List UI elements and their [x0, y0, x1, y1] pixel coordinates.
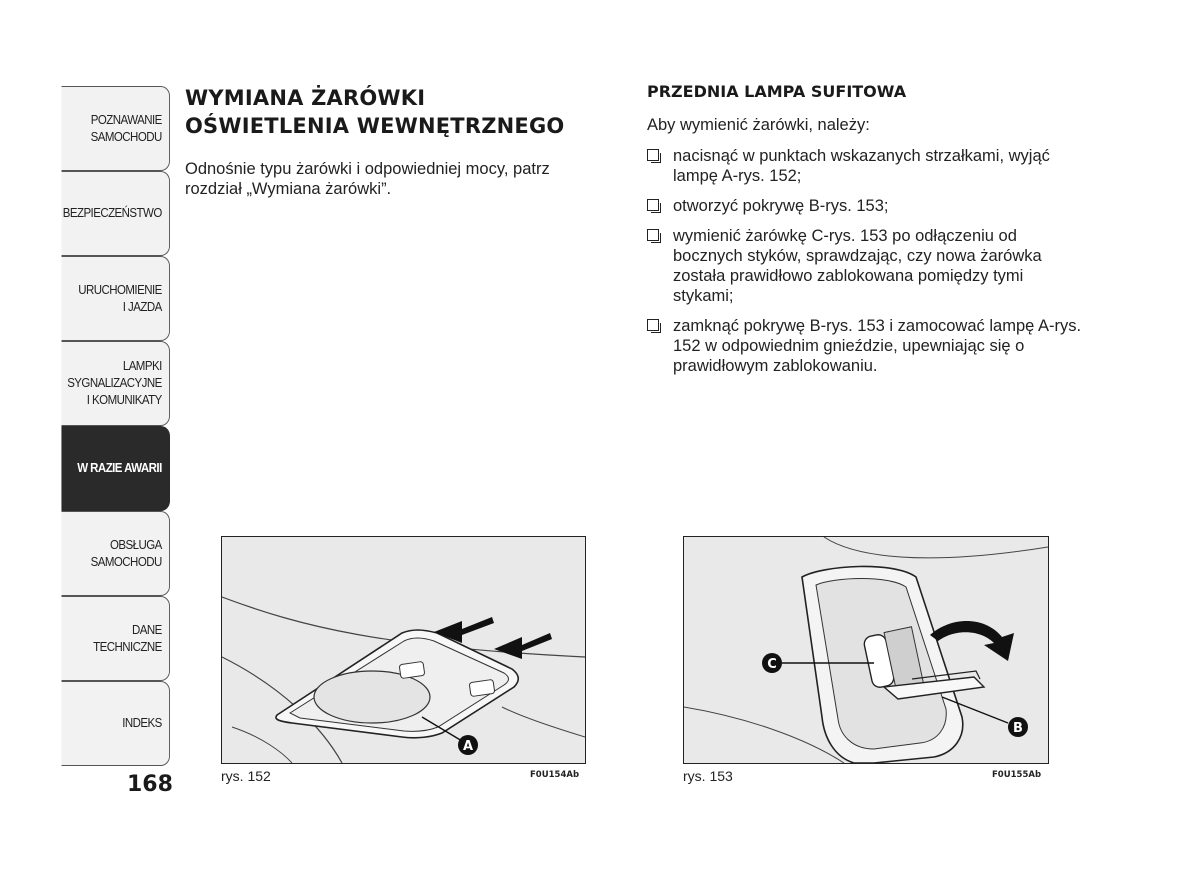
steps-list [647, 146, 1087, 386]
chapter-tabs [52, 86, 170, 766]
label-a: A [462, 739, 474, 754]
ceiling-lamp-illustration [222, 537, 585, 763]
intro-paragraph: Odnośnie typu żarówki i odpowiedniej mocy, patrz rozdział „Wymiana żarówki”. [185, 160, 550, 198]
figure-153-code: F0U155Ab [992, 770, 1042, 780]
checkbox-bullet-icon [647, 229, 659, 241]
figure-153-caption: rys. 153 [683, 768, 733, 784]
label-b: B [1013, 721, 1023, 736]
step-item [647, 226, 1087, 306]
checkbox-bullet-icon [647, 149, 659, 161]
step-item [647, 316, 1087, 376]
step-text: zamknąć pokrywę B-rys. 153 i zamocować lampę A-rys. 152 w odpowiednim gnieździe, upewniając się o prawidłowym zablokowaniu. [673, 317, 1082, 375]
title-line-1: WYMIANA ŻARÓWKI [185, 86, 426, 110]
tab-dane-techniczne[interactable]: DANE TECHNICZNE [61, 596, 170, 681]
tab-lampki-sygnalizacyjne[interactable]: LAMPKI SYGNALIZACYJNE I KOMUNIKATY [61, 341, 170, 426]
step-item [647, 196, 1087, 216]
figure-152-caption: rys. 152 [221, 768, 271, 784]
figure-152-ceiling-lamp [221, 536, 586, 764]
title-line-2: OŚWIETLENIA WEWNĘTRZNEGO [185, 114, 565, 138]
tab-obsluga-samochodu[interactable]: OBSŁUGA SAMOCHODU [61, 511, 170, 596]
steps-lead: Aby wymienić żarówki, należy: [647, 116, 870, 134]
step-text: wymienić żarówkę C-rys. 153 po odłączeniu od bocznych styków, sprawdzając, czy nowa żarówka została prawidłowo zablokowana pomiędzy tymi stykami; [673, 227, 1042, 305]
page-title [185, 84, 605, 140]
checkbox-bullet-icon [647, 199, 659, 211]
step-item [647, 146, 1087, 186]
tab-bezpieczenstwo[interactable]: BEZPIECZEŃSTWO [61, 171, 170, 256]
label-c: C [767, 657, 777, 672]
figure-152-code: F0U154Ab [530, 770, 580, 780]
lamp-open-illustration [684, 537, 1048, 763]
tab-uruchomienie-i-jazda[interactable]: URUCHOMIENIE I JAZDA [61, 256, 170, 341]
figure-153-lamp-open [683, 536, 1049, 764]
page-number: 168 [127, 772, 173, 797]
step-text: nacisnąć w punktach wskazanych strzałkami, wyjąć lampę A-rys. 152; [673, 147, 1050, 185]
section-subtitle: PRZEDNIA LAMPA SUFITOWA [647, 82, 907, 101]
step-text: otworzyć pokrywę B-rys. 153; [673, 197, 889, 215]
tab-w-razie-awarii[interactable]: W RAZIE AWARII [61, 426, 170, 511]
checkbox-bullet-icon [647, 319, 659, 331]
tab-poznawanie-samochodu[interactable]: POZNAWANIE SAMOCHODU [61, 86, 170, 171]
tab-indeks[interactable]: INDEKS [61, 681, 170, 766]
